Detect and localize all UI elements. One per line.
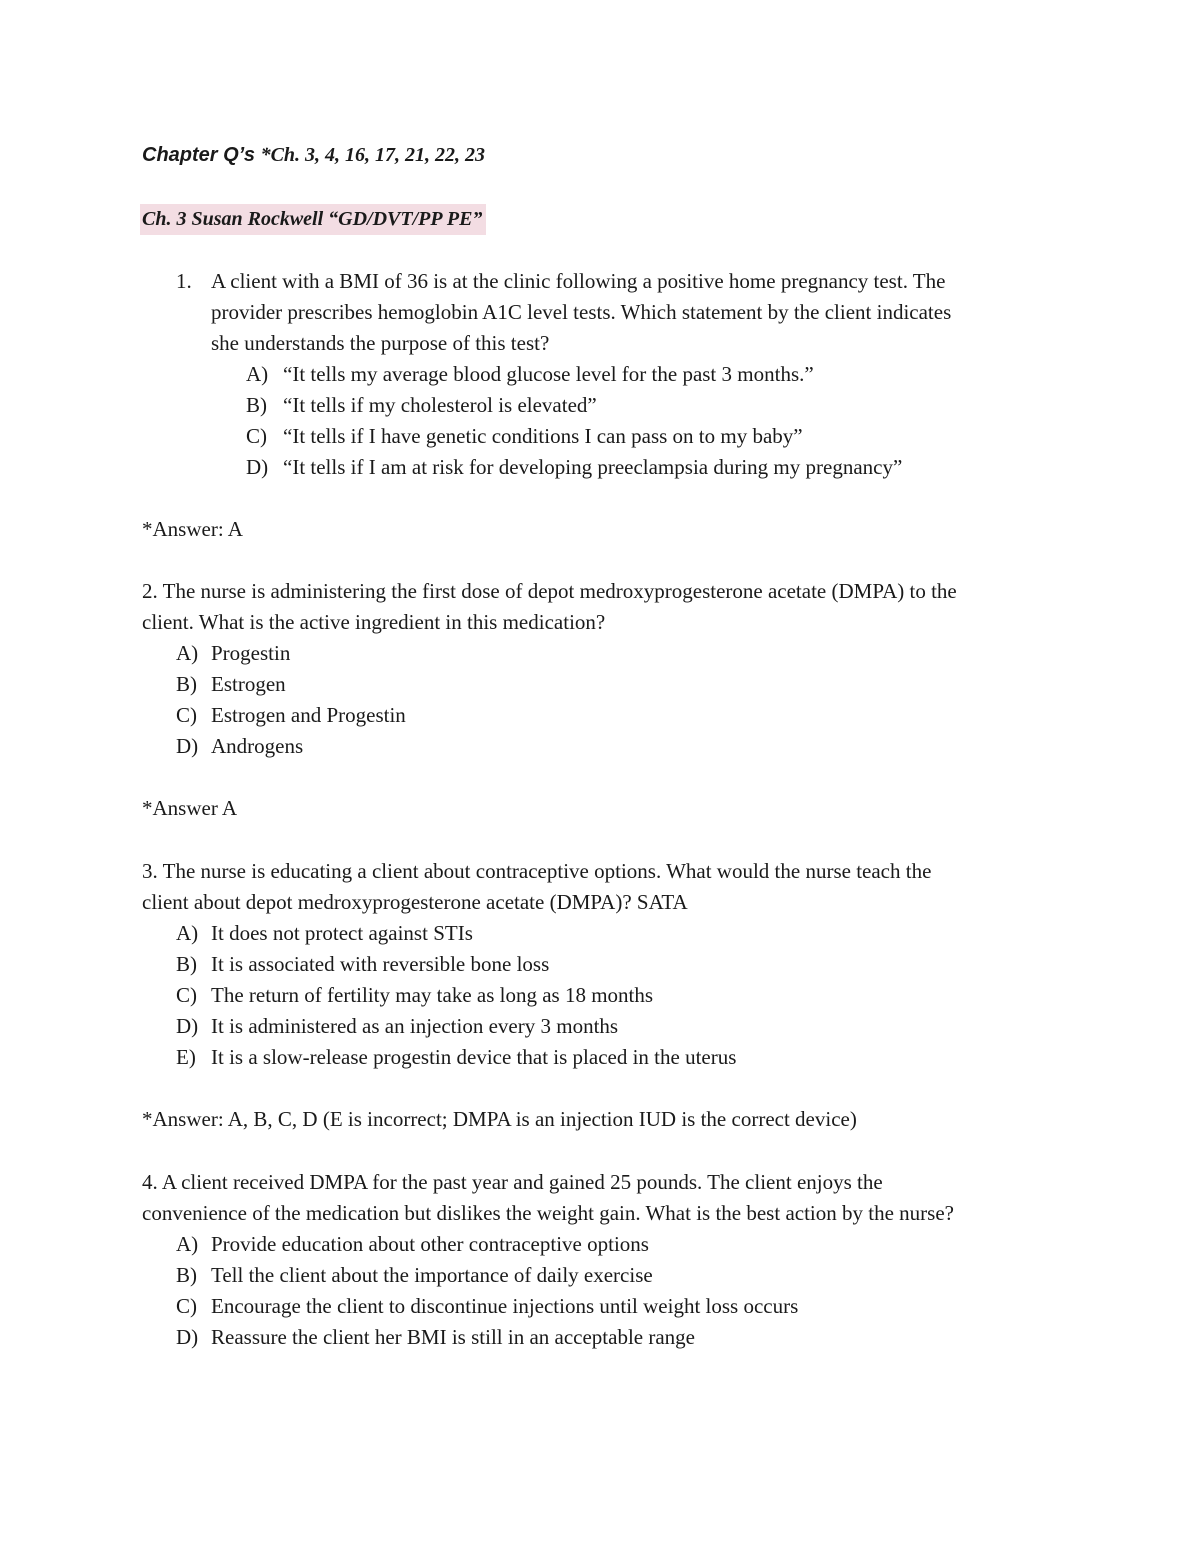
question-4-option-a: Provide education about other contraceptive options: [211, 1232, 649, 1256]
question-1-option-c-letter: C): [246, 424, 267, 448]
page-title: [142, 140, 485, 171]
question-1-option-c: “It tells if I have genetic conditions I can pass on to my baby”: [283, 424, 803, 448]
question-3-option-a-letter: A): [176, 921, 199, 945]
section-heading: Ch. 3 Susan Rockwell “GD/DVT/PP PE”: [140, 204, 486, 235]
question-2-option-b-letter: B): [176, 672, 197, 696]
question-4-stem-line-1: 4. A client received DMPA for the past year and gained 25 pounds. The client enjoys the: [142, 1170, 883, 1194]
question-1-stem-line-1: A client with a BMI of 36 is at the clinic following a positive home pregnancy test. The: [211, 269, 946, 293]
question-1-option-a: “It tells my average blood glucose level for the past 3 months.”: [283, 362, 814, 386]
question-2-stem-line-1: 2. The nurse is administering the first dose of depot medroxyprogesterone acetate (DMPA) to the: [142, 579, 957, 603]
question-4-option-a-letter: A): [176, 1232, 199, 1256]
title-chapters: *Ch. 3, 4, 16, 17, 21, 22, 23: [260, 144, 486, 166]
question-3-option-a: It does not protect against STIs: [211, 921, 473, 945]
question-3-option-c-letter: C): [176, 983, 197, 1007]
question-4-option-c-letter: C): [176, 1294, 197, 1318]
question-3-option-d-letter: D): [176, 1014, 199, 1038]
question-4-option-b-letter: B): [176, 1263, 197, 1287]
question-2-option-d: Androgens: [211, 734, 304, 758]
question-1-option-d-letter: D): [246, 455, 269, 479]
question-1-option-b: “It tells if my cholesterol is elevated”: [283, 393, 597, 417]
question-3-stem-line-1: 3. The nurse is educating a client about contraceptive options. What would the nurse teach the: [142, 859, 932, 883]
question-3-option-b: It is associated with reversible bone loss: [211, 952, 550, 976]
question-4-stem-line-2: convenience of the medication but dislikes the weight gain. What is the best action by the nurse?: [142, 1201, 954, 1225]
title-prefix: Chapter Q’s: [142, 144, 261, 166]
question-4-option-b: Tell the client about the importance of daily exercise: [211, 1263, 653, 1287]
question-3-option-e-letter: E): [176, 1045, 196, 1069]
question-3-option-c: The return of fertility may take as long as 18 months: [211, 983, 654, 1007]
question-2-option-c: Estrogen and Progestin: [211, 703, 406, 727]
question-1-stem-line-3: she understands the purpose of this test?: [211, 331, 550, 355]
question-1-option-a-letter: A): [246, 362, 269, 386]
question-3-stem-line-2: client about depot medroxyprogesterone acetate (DMPA)? SATA: [142, 890, 688, 914]
question-2-answer: *Answer A: [142, 796, 238, 820]
question-4-option-d-letter: D): [176, 1325, 199, 1349]
question-1-option-d: “It tells if I am at risk for developing preeclampsia during my pregnancy”: [283, 455, 903, 479]
question-4-option-c: Encourage the client to discontinue injections until weight loss occurs: [211, 1294, 799, 1318]
question-3-option-e: It is a slow-release progestin device that is placed in the uterus: [211, 1045, 737, 1069]
question-1-option-b-letter: B): [246, 393, 267, 417]
question-2-option-d-letter: D): [176, 734, 199, 758]
question-3-option-b-letter: B): [176, 952, 197, 976]
question-1-answer: *Answer: A: [142, 517, 243, 541]
question-1-stem-line-2: provider prescribes hemoglobin A1C level tests. Which statement by the client indicates: [211, 300, 952, 324]
question-2-stem-line-2: client. What is the active ingredient in this medication?: [142, 610, 606, 634]
question-2-option-b: Estrogen: [211, 672, 286, 696]
question-2-option-a: Progestin: [211, 641, 291, 665]
question-1-number: 1.: [176, 269, 192, 293]
question-2-option-a-letter: A): [176, 641, 199, 665]
question-4-option-d: Reassure the client her BMI is still in an acceptable range: [211, 1325, 695, 1349]
question-3-answer: *Answer: A, B, C, D (E is incorrect; DMPA is an injection IUD is the correct device): [142, 1107, 857, 1131]
question-2-option-c-letter: C): [176, 703, 197, 727]
question-3-option-d: It is administered as an injection every 3 months: [211, 1014, 619, 1038]
